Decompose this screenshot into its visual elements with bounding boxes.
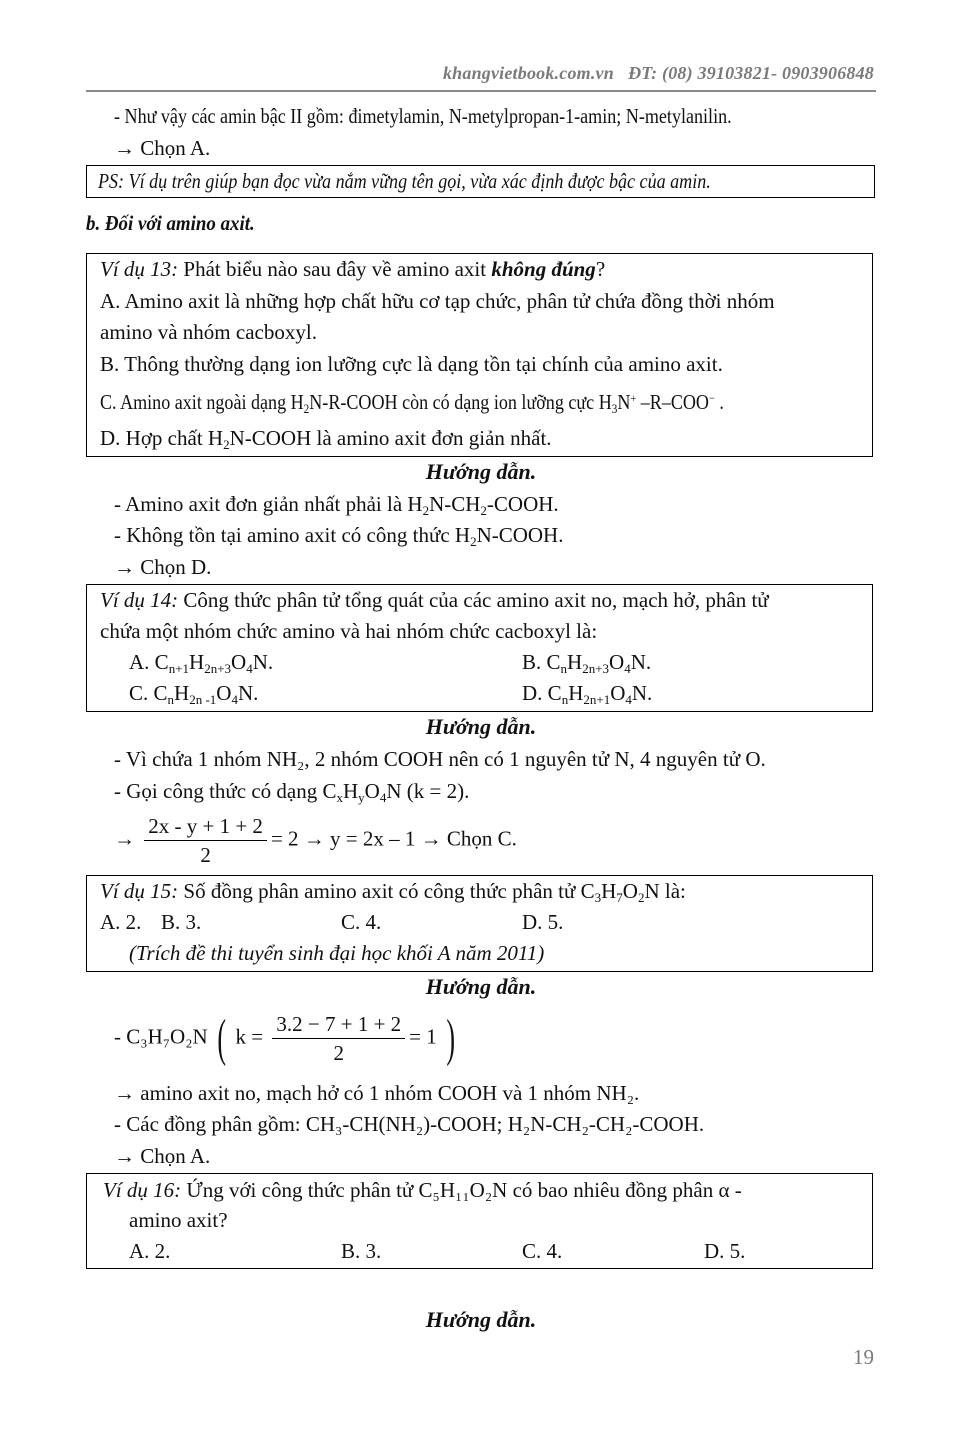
publisher-phone: ĐT: (08) 39103821- 0903906848 <box>628 63 874 83</box>
intro-answer: → Chọn A. <box>114 136 211 160</box>
option-d: D. 5. <box>522 910 564 934</box>
example-14-question-cont: chứa một nhóm chức amino và hai nhóm chức cacboxyl là: <box>100 619 598 643</box>
example-13-question: Ví dụ 13: Phát biểu nào sau đây về amino axit không đúng? <box>100 257 606 281</box>
option-b: B. Thông thường dạng ion lưỡng cực là dạng tồn tại chính của amino axit. <box>100 352 723 376</box>
option-a: A. 2. <box>129 1239 171 1263</box>
header-divider <box>86 90 876 92</box>
example-14-question: Ví dụ 14: Công thức phân tử tổng quát của các amino axit no, mạch hở, phân tử <box>100 588 769 612</box>
section-heading: b. Đối với amino axit. <box>86 211 255 235</box>
solution-line: - Không tồn tại amino axit có công thức $H_2N$-COOH. <box>114 523 564 549</box>
example-15-box <box>86 875 873 972</box>
example-16-question: Ví dụ 16: Ứng với công thức phân tử C₅H₁₁O₂N có bao nhiêu đồng phân α - <box>103 1178 742 1202</box>
option-d: D. Hợp chất $H_2N$-COOH là amino axit đơn giản nhất. <box>100 426 552 452</box>
page-header <box>384 63 874 84</box>
example-label: Ví dụ 14: <box>100 588 179 612</box>
option-c: C. 4. <box>341 910 382 934</box>
guide-heading: Hướng dẫn. <box>425 974 537 999</box>
option-c: C. 4. <box>522 1239 563 1263</box>
fraction: $\frac{2x - y + 1 + 2}{2}$ <box>144 812 267 869</box>
fraction: $\frac{3.2 - 7 + 1 + 2}{2}$ <box>272 1010 405 1067</box>
option-c: C. Amino axit ngoài dạng $H_2N-R$-COOH còn có dạng ion lưỡng cực $H_3N^+$ –R–COO− . <box>100 390 724 416</box>
emphasis: không đúng <box>491 257 596 281</box>
example-16-box <box>86 1173 873 1269</box>
option-a: A. $C_{n+1}H_{2n+3}O_4N$. <box>129 650 274 676</box>
example-label: Ví dụ 13: <box>100 257 179 281</box>
solution-answer: → Chọn D. <box>114 555 212 579</box>
solution-line: → amino axit no, mạch hở có 1 nhóm COOH và 1 nhóm NH₂. <box>114 1081 640 1105</box>
example-16-question-cont: amino axit? <box>129 1208 228 1232</box>
ps-note: PS: Ví dụ trên giúp bạn đọc vừa nắm vững tên gọi, vừa xác định được bậc của amin. <box>98 169 711 193</box>
example-label: Ví dụ 15: <box>100 879 179 903</box>
publisher-site: khangvietbook.com.vn <box>442 63 614 83</box>
solution-line: - Amino axit đơn giản nhất phải là $H_2N-CH_2$-COOH. <box>114 492 559 518</box>
intro-line: - Như vậy các amin bậc II gồm: đimetylamin, N-metylpropan-1-amin; N-metylanilin. <box>114 104 732 128</box>
guide-heading: Hướng dẫn. <box>425 459 537 484</box>
solution-answer: → Chọn A. <box>114 1144 211 1168</box>
guide-heading: Hướng dẫn. <box>425 1307 537 1332</box>
solution-line: - Các đồng phân gồm: CH₃-CH(NH₂)-COOH; H₂N-CH₂-CH₂-COOH. <box>114 1112 705 1136</box>
example-label: Ví dụ 16: <box>103 1178 182 1202</box>
page-number: 19 <box>853 1345 874 1369</box>
option-d: D. 5. <box>704 1239 746 1263</box>
option-b: B. 3. <box>341 1239 382 1263</box>
ps-note-box <box>86 165 875 198</box>
example-13-box <box>86 253 873 457</box>
option-c: C. $C_nH_{2n -1}O_4N$. <box>129 681 259 707</box>
option-a-cont: amino và nhóm cacboxyl. <box>100 320 317 344</box>
option-b: B. 3. <box>161 910 202 934</box>
source-citation: (Trích đề thi tuyển sinh đại học khối A năm 2011) <box>129 941 545 965</box>
example-14-box <box>86 584 873 712</box>
solution-equation: - C₃H₇O₂N ( k = $\frac{3.2 - 7 + 1 + 2}{2}$ = 1 ) <box>114 1009 456 1067</box>
solution-line: - Vì chứa 1 nhóm NH₂, 2 nhóm COOH nên có 1 nguyên tử N, 4 nguyên tử O. <box>114 747 766 771</box>
solution-line: - Gọi công thức có dạng $C_xH_yO_4N$ (k = 2). <box>114 779 470 805</box>
option-d: D. $C_nH_{2n+1}O_4N$. <box>522 681 653 707</box>
option-a: A. Amino axit là những hợp chất hữu cơ tạp chức, phân tử chứa đồng thời nhóm <box>100 289 775 313</box>
example-15-question: Ví dụ 15: Số đồng phân amino axit có công thức phân tử $C_3H_7O_2N$ là: <box>100 879 686 905</box>
option-a: A. 2. <box>100 910 142 934</box>
guide-heading: Hướng dẫn. <box>425 714 537 739</box>
option-b: B. $C_nH_{2n+3}O_4N$. <box>522 650 652 676</box>
solution-equation: → $\frac{2x - y + 1 + 2}{2}$ = 2 → y = 2x – 1 → Chọn C. <box>114 814 517 867</box>
